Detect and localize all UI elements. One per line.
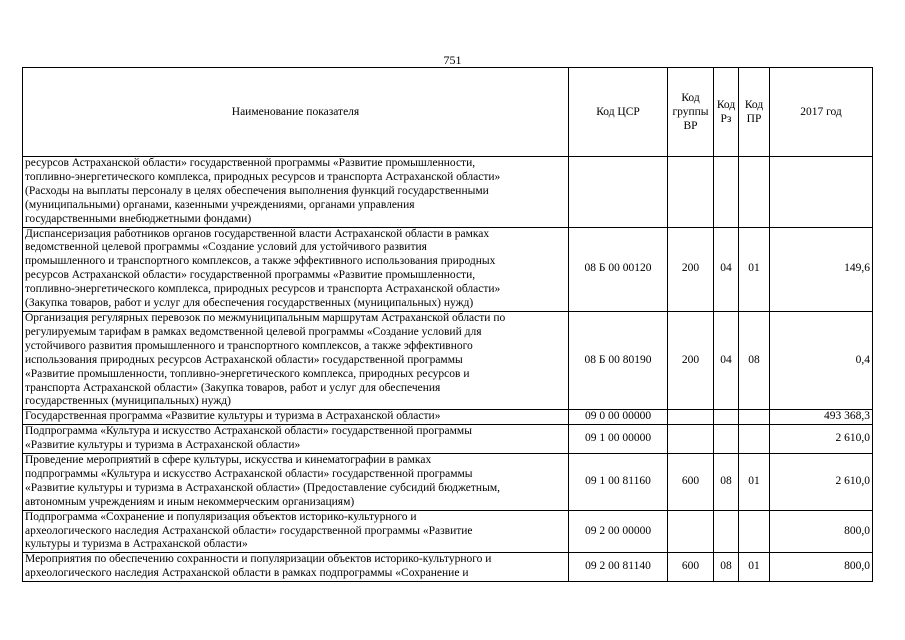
indicator-name-line: Организация регулярных перевозок по межмуниципальным маршрутам Астраханской области по [25, 311, 506, 324]
csr-code-cell: 09 1 00 81160 [569, 454, 668, 511]
indicator-name-line: Проведение мероприятий в сфере культуры, искусства и кинематографии в рамках [25, 454, 432, 467]
indicator-name-line: промышленного и транспортного комплексов, а также эффективного использования природных [25, 255, 496, 268]
table-row [23, 410, 873, 425]
amount-2017-cell: 800,0 [770, 553, 873, 582]
rz-code-cell: 08 [714, 553, 739, 582]
indicator-name-line: (муниципальными) органами, казенными учреждениями, органами управления [25, 198, 415, 211]
csr-code-cell: 08 Б 00 80190 [569, 311, 668, 409]
indicator-name-cell [23, 510, 569, 553]
indicator-name-line: ведомственной целевой программы «Создание условий для устойчивого развития [25, 241, 427, 254]
group-code-cell: 200 [668, 311, 714, 409]
pr-code-cell [739, 425, 770, 454]
rz-code-cell: 04 [714, 227, 739, 311]
indicator-name-line: транспорта Астраханской области» (Закупка товаров, работ и услуг для обеспечения [25, 381, 441, 394]
group-code-cell [668, 425, 714, 454]
amount-2017-cell: 2 610,0 [770, 454, 873, 511]
header-group-line-2: группы [672, 106, 709, 118]
amount-2017-cell: 493 368,3 [770, 410, 873, 425]
indicator-name-line: Подпрограмма «Сохранение и популяризация объектов историко-культурного и [25, 510, 417, 523]
header-rz-line-1: Код [716, 99, 736, 111]
indicator-name-cell [23, 227, 569, 311]
indicator-name-line: регулируемым тарифам в рамках ведомственной целевой программы «Создание условий для [25, 325, 482, 338]
indicator-name-line: государственными внебюджетными фондами) [25, 212, 252, 225]
indicator-name-line: «Развитие промышленности, топливно-энергетического комплекса, природных ресурсов и [25, 367, 470, 380]
header-pr-line-1: Код [744, 99, 764, 111]
rz-code-cell: 04 [714, 311, 739, 409]
rz-code-cell [714, 410, 739, 425]
indicator-name-line: археологического наследия Астраханской области в рамках подпрограммы «Сохранение и [25, 567, 469, 580]
amount-2017-cell: 0,4 [770, 311, 873, 409]
indicator-name-line: ресурсов Астраханской области» государственной программы «Развитие промышленности, [25, 269, 476, 282]
indicator-name-line: использования природных ресурсов Астраханской области» государственной программы [25, 353, 463, 366]
indicator-name-cell [23, 157, 569, 228]
amount-2017-cell: 800,0 [770, 510, 873, 553]
group-code-cell: 200 [668, 227, 714, 311]
pr-code-cell [739, 510, 770, 553]
rz-code-cell: 08 [714, 454, 739, 511]
table-row [23, 311, 873, 409]
header-group-line-1: Код [681, 92, 700, 104]
table-row [23, 510, 873, 553]
amount-2017-cell [770, 157, 873, 228]
pr-code-cell: 08 [739, 311, 770, 409]
table-row [23, 553, 873, 582]
indicator-name-line: государственных (муниципальных) нужд) [25, 395, 231, 408]
indicator-name-line: (Расходы на выплаты персоналу в целях обеспечения выполнения функций государственными [25, 184, 489, 197]
group-code-cell: 600 [668, 553, 714, 582]
table-body [23, 157, 873, 582]
rz-code-cell [714, 425, 739, 454]
indicator-name-cell [23, 311, 569, 409]
group-code-cell: 600 [668, 454, 714, 511]
group-code-cell [668, 510, 714, 553]
pr-code-cell [739, 157, 770, 228]
table-header [23, 68, 873, 157]
table-row [23, 425, 873, 454]
indicator-name-line: «Развитие культуры и туризма в Астраханской области» (Предоставление субсидий бюджетным, [25, 481, 500, 494]
rz-code-cell [714, 510, 739, 553]
csr-code-cell: 09 0 00 00000 [569, 410, 668, 425]
header-pr-code [739, 68, 770, 157]
indicator-name-line: (Закупка товаров, работ и услуг для обеспечения государственных (муниципальных) нужд) [25, 297, 474, 310]
page-number: 751 [443, 53, 462, 67]
csr-code-cell: 09 1 00 00000 [569, 425, 668, 454]
pr-code-cell [739, 410, 770, 425]
csr-code-cell [569, 157, 668, 228]
header-group-code [668, 68, 714, 157]
pr-code-cell: 01 [739, 227, 770, 311]
header-rz-line-2: Рз [720, 113, 732, 125]
group-code-cell [668, 157, 714, 228]
indicator-name-line: Мероприятия по обеспечению сохранности и популяризации объектов историко-культурного и [25, 553, 492, 566]
pr-code-cell: 01 [739, 454, 770, 511]
indicator-name-line: топливно-энергетического комплекса, природных ресурсов и транспорта Астраханской области» [25, 283, 501, 296]
indicator-name-cell [23, 410, 569, 425]
indicator-name-line: Государственная программа «Развитие культуры и туризма в Астраханской области» [25, 410, 441, 423]
indicator-name-line: археологического наследия Астраханской области» государственной программы «Развитие [25, 524, 473, 537]
indicator-name-cell [23, 425, 569, 454]
table-row [23, 227, 873, 311]
group-code-cell [668, 410, 714, 425]
budget-table [22, 67, 873, 582]
header-rz-code [714, 68, 739, 157]
header-year: 2017 год [770, 68, 873, 157]
header-group-line-3: ВР [683, 120, 698, 132]
indicator-name-cell [23, 553, 569, 582]
amount-2017-cell: 2 610,0 [770, 425, 873, 454]
csr-code-cell: 09 2 00 00000 [569, 510, 668, 553]
csr-code-cell: 08 Б 00 00120 [569, 227, 668, 311]
rz-code-cell [714, 157, 739, 228]
indicator-name-line: Подпрограмма «Культура и искусство Астраханской области» государственной программы [25, 425, 472, 438]
indicator-name-line: устойчивого развития промышленного и транспортного комплексов, а также эффективного [25, 339, 473, 352]
header-csr-code: Код ЦСР [569, 68, 668, 157]
indicator-name-line: Диспансеризация работников органов государственной власти Астраханской области в рамках [25, 227, 490, 240]
indicator-name-cell [23, 454, 569, 511]
indicator-name-line: топливно-энергетического комплекса, природных ресурсов и транспорта Астраханской области» [25, 170, 501, 183]
indicator-name-line: ресурсов Астраханской области» государственной программы «Развитие промышленности, [25, 157, 476, 169]
pr-code-cell: 01 [739, 553, 770, 582]
indicator-name-line: подпрограммы «Культура и искусство Астраханской области» государственной программы [25, 467, 473, 480]
indicator-name-line: культуры и туризма в Астраханской области» [25, 538, 248, 551]
indicator-name-line: «Развитие культуры и туризма в Астраханской области» [25, 439, 301, 452]
csr-code-cell: 09 2 00 81140 [569, 553, 668, 582]
header-name: Наименование показателя [23, 68, 569, 157]
header-pr-line-2: ПР [746, 113, 762, 125]
indicator-name-line: автономным учреждениям и иным некоммерческим организациям) [25, 495, 355, 508]
table-row [23, 454, 873, 511]
table-row [23, 157, 873, 228]
amount-2017-cell: 149,6 [770, 227, 873, 311]
